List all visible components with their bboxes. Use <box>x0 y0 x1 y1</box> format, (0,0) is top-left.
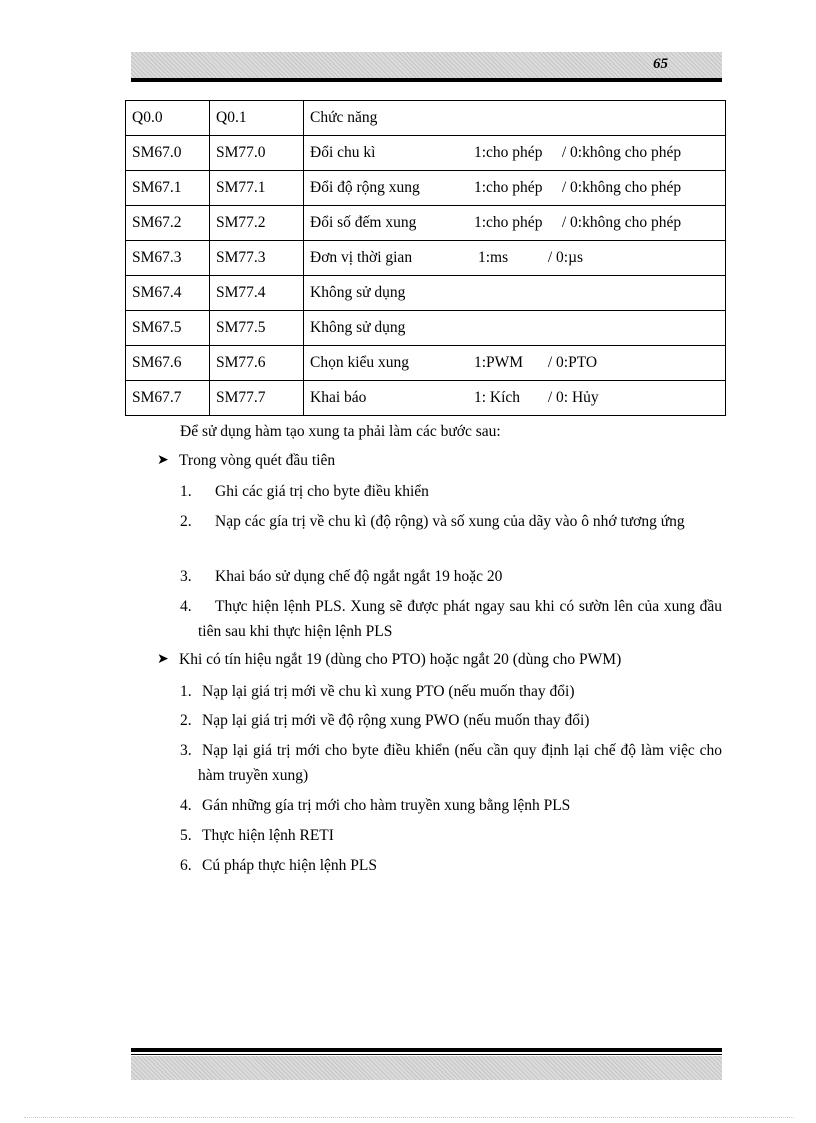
option-disable: / 0:µs <box>547 249 584 266</box>
arrow-bullet-icon: ➤ <box>157 652 169 667</box>
function-cell <box>304 241 726 276</box>
section-interrupt <box>157 651 717 673</box>
list-item-text: Nạp lại giá trị mới cho byte điều khiển (nếu cần quy định lại chế độ làm việc cho hàm truyền xung) <box>198 742 722 784</box>
function-label: Khai báo <box>310 389 367 406</box>
option-disable: / 0:không cho phép <box>561 179 682 196</box>
table-cell: SM67.1 <box>126 171 210 206</box>
header-rule <box>131 78 722 82</box>
option-enable: 1:cho phép <box>474 214 543 231</box>
table-row <box>126 311 726 346</box>
table-row <box>126 381 726 416</box>
page-bottom-divider <box>24 1117 794 1118</box>
list-item-number: 4. <box>180 797 192 814</box>
table-cell: SM67.2 <box>126 206 210 241</box>
section-first-scan <box>157 452 717 474</box>
table-cell: SM77.7 <box>210 381 304 416</box>
list-item-number: 2. <box>180 712 192 729</box>
list-item <box>180 708 722 733</box>
list-item-text: Nạp lại giá trị mới về độ rộng xung PWO (nếu muốn thay đổi) <box>202 712 590 729</box>
table-row <box>126 276 726 311</box>
footer-rule <box>131 1048 722 1052</box>
table-cell: SM77.0 <box>210 136 304 171</box>
list-item-number: 6. <box>180 857 192 874</box>
table-row <box>126 136 726 171</box>
list-item <box>180 564 722 589</box>
list-item-number: 3. <box>180 742 192 759</box>
table-cell: SM67.4 <box>126 276 210 311</box>
control-bits-table <box>125 100 726 416</box>
table-cell: SM67.6 <box>126 346 210 381</box>
table-cell: SM77.3 <box>210 241 304 276</box>
list-item <box>180 823 722 848</box>
list-item-text: Nạp các gía trị về chu kì (độ rộng) và số xung của dãy vào ô nhớ tương ứng <box>215 513 685 530</box>
function-cell <box>304 276 726 311</box>
list-item-number: 2. <box>180 513 192 530</box>
list-item-number: 3. <box>180 568 192 585</box>
list-item-text: Ghi các giá trị cho byte điều khiển <box>215 483 429 500</box>
option-enable: 1:ms <box>478 249 509 266</box>
footer-band <box>131 1056 722 1080</box>
function-cell <box>304 206 726 241</box>
option-enable: 1:PWM <box>474 354 524 371</box>
table-cell: SM77.4 <box>210 276 304 311</box>
option-enable: 1:cho phép <box>474 144 543 161</box>
option-disable: / 0:PTO <box>547 354 598 371</box>
function-cell <box>304 171 726 206</box>
function-cell <box>304 381 726 416</box>
table-row <box>126 241 726 276</box>
table-cell: SM77.2 <box>210 206 304 241</box>
section-title: Trong vòng quét đầu tiên <box>179 452 336 469</box>
table-header-row <box>126 101 726 136</box>
function-label: Không sử dụng <box>310 319 406 336</box>
table-cell: SM67.7 <box>126 381 210 416</box>
option-disable: / 0:không cho phép <box>561 214 682 231</box>
footer-rule-thin <box>131 1054 722 1055</box>
list-item-text: Khai báo sử dụng chế độ ngắt ngắt 19 hoặc 20 <box>215 568 503 585</box>
function-label: Đổi độ rộng xung <box>310 179 420 196</box>
list-item <box>180 679 722 704</box>
function-label: Chọn kiểu xung <box>310 354 410 371</box>
header-cell: Q0.1 <box>210 101 304 136</box>
function-label: Đơn vị thời gian <box>310 249 413 266</box>
table-cell: SM67.3 <box>126 241 210 276</box>
table-row <box>126 346 726 381</box>
list-item <box>180 738 722 788</box>
list-item-number: 1. <box>180 483 192 500</box>
function-label: Không sử dụng <box>310 284 406 301</box>
list-item <box>180 793 722 818</box>
function-label: Đổi chu kì <box>310 144 376 161</box>
option-enable: 1:cho phép <box>474 179 543 196</box>
header-cell: Chức năng <box>304 101 726 136</box>
function-cell <box>304 136 726 171</box>
page-number: 65 <box>653 56 668 72</box>
list-item <box>180 479 722 504</box>
list-item-text: Nạp lại giá trị mới về chu kì xung PTO (nếu muốn thay đổi) <box>202 683 575 700</box>
list-item-text: Cú pháp thực hiện lệnh PLS <box>202 857 378 874</box>
table-row <box>126 171 726 206</box>
header-cell: Q0.0 <box>126 101 210 136</box>
list-item-number: 1. <box>180 683 192 700</box>
function-cell <box>304 311 726 346</box>
option-disable: / 0: Hủy <box>547 389 599 406</box>
list-item <box>180 594 722 644</box>
header-band <box>131 52 722 78</box>
section-title: Khi có tín hiệu ngắt 19 (dùng cho PTO) hoặc ngắt 20 (dùng cho PWM) <box>179 651 622 668</box>
list-item <box>180 509 722 559</box>
list-item-number: 5. <box>180 827 192 844</box>
option-disable: / 0:không cho phép <box>561 144 682 161</box>
table-cell: SM77.6 <box>210 346 304 381</box>
table-cell: SM77.5 <box>210 311 304 346</box>
list-item-text: Gán những gía trị mới cho hàm truyền xung bằng lệnh PLS <box>202 797 571 814</box>
arrow-bullet-icon: ➤ <box>157 453 169 468</box>
list-item-text: Thực hiện lệnh RETI <box>202 827 334 844</box>
function-label: Đổi số đếm xung <box>310 214 417 231</box>
table-cell: SM67.0 <box>126 136 210 171</box>
list-item-number: 4. <box>180 598 192 615</box>
list-item <box>180 853 722 878</box>
table-row <box>126 206 726 241</box>
function-cell <box>304 346 726 381</box>
list-item-text: Thực hiện lệnh PLS. Xung sẽ được phát ngay sau khi có sườn lên của xung đầu tiên sau khi thực hiện lệnh PLS <box>198 598 722 640</box>
option-enable: 1: Kích <box>474 389 521 406</box>
table-cell: SM77.1 <box>210 171 304 206</box>
table-cell: SM67.5 <box>126 311 210 346</box>
intro-paragraph: Để sử dụng hàm tạo xung ta phải làm các bước sau: <box>180 423 501 440</box>
